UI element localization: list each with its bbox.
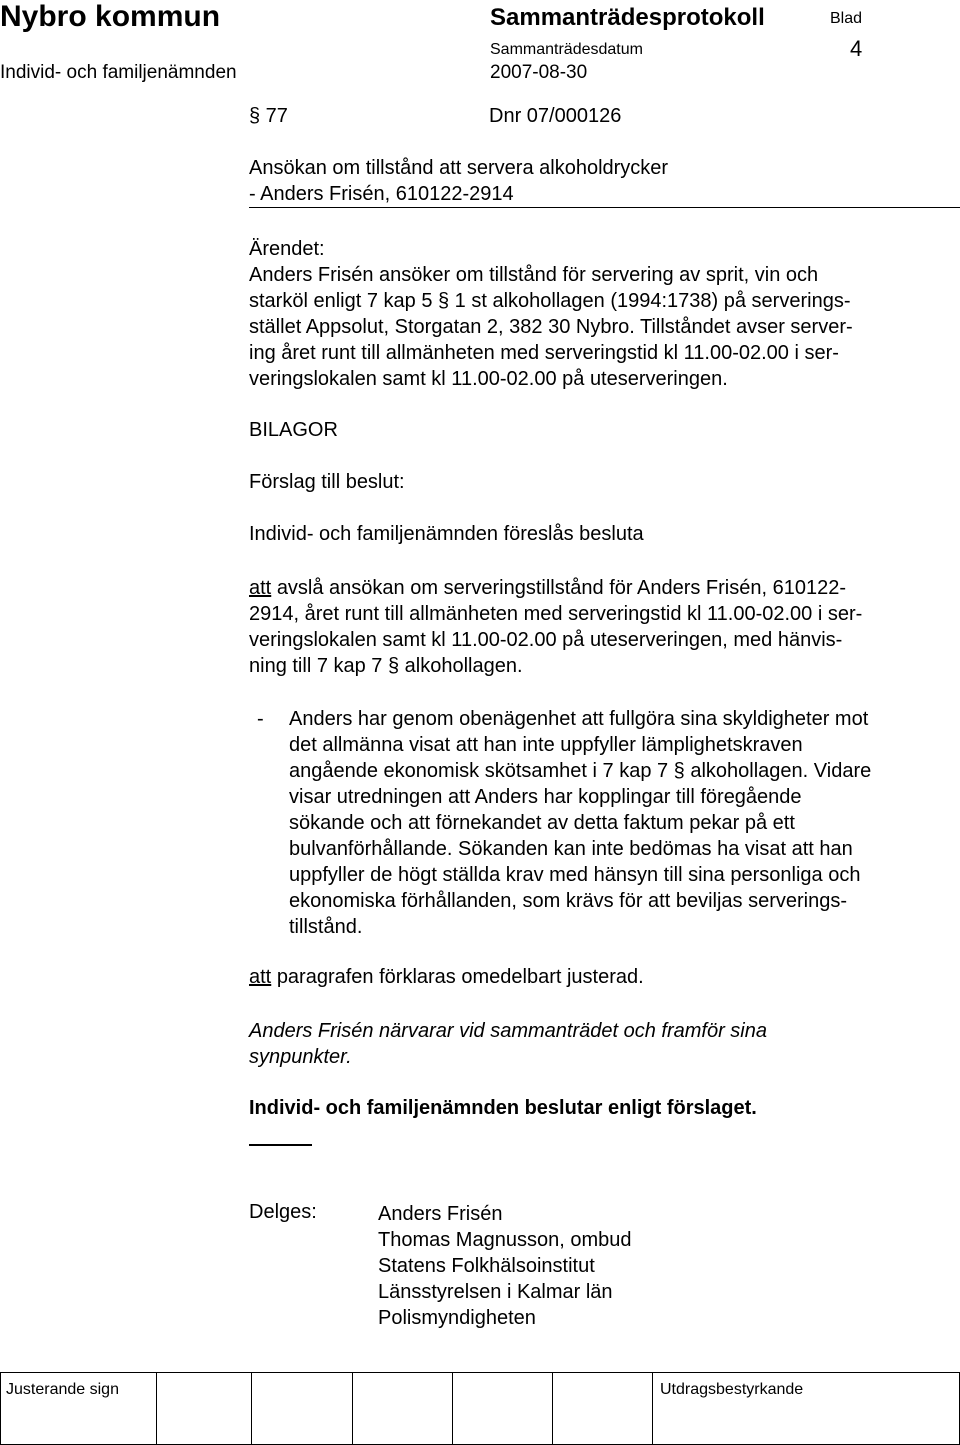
att-word: att xyxy=(249,966,272,988)
footer-divider xyxy=(552,1372,553,1445)
reason-line: tillstånd. xyxy=(289,916,363,938)
committee-name: Individ- och familjenämnden xyxy=(0,62,237,83)
reason-line: angående ekonomisk skötsamhet i 7 kap 7 § alkohollagen. Vidare xyxy=(289,760,872,782)
reason-text xyxy=(289,706,871,940)
recipient: Polismyndigheten xyxy=(378,1307,536,1329)
note-line: synpunkter. xyxy=(249,1046,352,1068)
page-label: Blad xyxy=(830,10,863,27)
short-rule xyxy=(249,1144,312,1146)
decision-line: veringslokalen samt kl 11.00-02.00 på uteserveringen, med hänvis- xyxy=(249,629,843,651)
reason-line: sökande och att förnekandet av detta faktum pekar på ett xyxy=(289,812,795,834)
reason-line: visar utredningen att Anders har kopplingar till föregående xyxy=(289,786,802,808)
arendet-section xyxy=(249,236,853,392)
arendet-line: stället Appsolut, Storgatan 2, 382 30 Nybro. Tillståndet avser server- xyxy=(249,316,853,338)
recipient: Thomas Magnusson, ombud xyxy=(378,1229,632,1251)
arendet-line: Anders Frisén ansöker om tillstånd för servering av sprit, vin och xyxy=(249,264,819,286)
meeting-date: 2007-08-30 xyxy=(490,62,588,83)
proposal-intro: Individ- och familjenämnden föreslås besluta xyxy=(249,523,644,545)
footer-justerande-sign: Justerande sign xyxy=(6,1381,119,1398)
title-underline xyxy=(249,207,960,208)
justerad-text: paragrafen förklaras omedelbart justerad. xyxy=(276,966,644,988)
item-title-line: - Anders Frisén, 610122-2914 xyxy=(249,183,514,205)
decision-line: ning till 7 kap 7 § alkohollagen. xyxy=(249,655,523,677)
recipient: Länsstyrelsen i Kalmar län xyxy=(378,1281,613,1303)
item-title-line: Ansökan om tillstånd att servera alkoholdrycker xyxy=(249,157,669,179)
reason-line: det allmänna visat att han inte uppfyller lämplighetskraven xyxy=(289,734,803,756)
page-number: 4 xyxy=(850,36,863,61)
decision-line: 2914, året runt till allmänheten med serveringstid kl 11.00-02.00 i ser- xyxy=(249,603,863,625)
recipient: Statens Folkhälsoinstitut xyxy=(378,1255,595,1277)
arendet-heading: Ärendet: xyxy=(249,238,325,260)
recipient: Anders Frisén xyxy=(378,1203,503,1225)
bilagor: BILAGOR xyxy=(249,419,338,441)
footer-divider xyxy=(156,1372,157,1445)
attendance-note xyxy=(249,1018,767,1070)
footer-divider xyxy=(452,1372,453,1445)
reason-line: ekonomiska förhållanden, som krävs för att beviljas serverings- xyxy=(289,890,848,912)
conclusion: Individ- och familjenämnden beslutar enligt förslaget. xyxy=(249,1097,757,1119)
att-word: att xyxy=(249,577,272,599)
arendet-line: starköl enligt 7 kap 5 § 1 st alkohollagen (1994:1738) på serverings- xyxy=(249,290,851,312)
decision-text xyxy=(249,575,862,679)
reason-dash: - xyxy=(257,708,264,730)
paragraph-number: § 77 xyxy=(249,105,288,127)
footer-divider xyxy=(352,1372,353,1445)
date-label: Sammanträdesdatum xyxy=(490,41,643,58)
arendet-line: veringslokalen samt kl 11.00-02.00 på uteserveringen. xyxy=(249,368,728,390)
justerad-statement xyxy=(249,966,644,989)
municipality-title: Nybro kommun xyxy=(0,0,221,33)
recipients-list xyxy=(378,1201,631,1331)
decision-line: avslå ansökan om serveringstillstånd för Anders Frisén, 610122- xyxy=(276,577,846,599)
reason-line: Anders har genom obenägenhet att fullgöra sina skyldigheter mot xyxy=(289,708,869,730)
item-title xyxy=(249,155,668,207)
delges-label: Delges: xyxy=(249,1201,317,1223)
document-type: Sammanträdesprotokoll xyxy=(490,4,765,31)
arendet-line: ing året runt till allmänheten med serveringstid kl 11.00-02.00 i ser- xyxy=(249,342,839,364)
footer-utdragsbestyrkande: Utdragsbestyrkande xyxy=(660,1381,804,1398)
reason-line: bulvanförhållande. Sökanden kan inte bedömas ha visat att han xyxy=(289,838,853,860)
footer-left-border xyxy=(0,1372,1,1445)
footer-divider xyxy=(251,1372,252,1445)
reason-line: uppfyller de högt ställda krav med hänsyn till sina personliga och xyxy=(289,864,861,886)
dnr: Dnr 07/000126 xyxy=(489,105,622,127)
footer-divider xyxy=(652,1372,653,1445)
note-line: Anders Frisén närvarar vid sammanträdet och framför sina xyxy=(249,1020,767,1042)
proposal-heading: Förslag till beslut: xyxy=(249,471,405,493)
footer-top-rule xyxy=(0,1372,960,1373)
